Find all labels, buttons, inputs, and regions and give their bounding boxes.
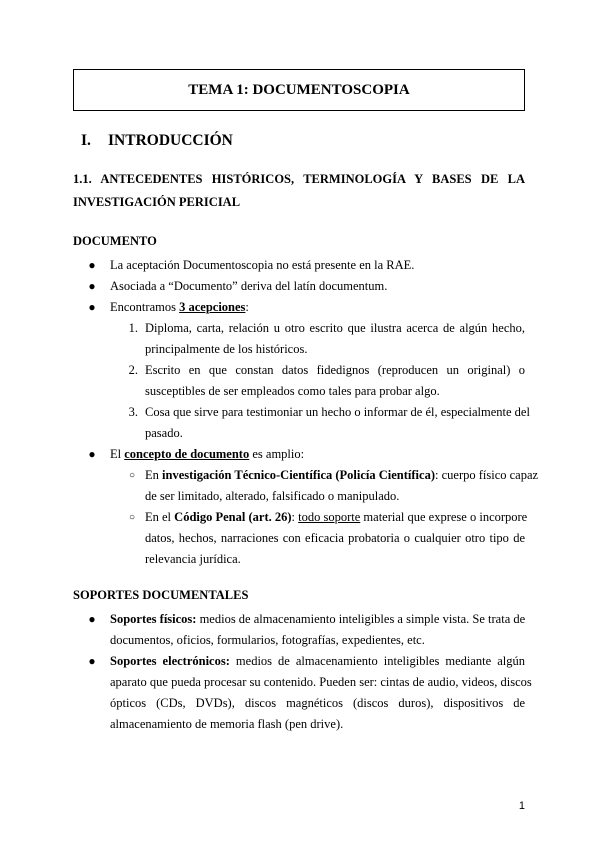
soportes-electronicos-line-2: aparato que pueda procesar su contenido. Pueden ser: cintas de audio, videos, discos xyxy=(110,675,532,689)
documento-bullet-1: La aceptación Documentoscopia no está presente en la RAE. xyxy=(110,258,415,272)
soportes-electronicos-line-3: ópticos (CDs, DVDs), discos magnéticos (discos duros), dispositivos de xyxy=(110,696,525,710)
concepto-sub-2-line-2: datos, hechos, narraciones con eficacia probatoria o cualquier otro tipo de xyxy=(145,531,525,545)
document-title-box xyxy=(73,69,525,111)
documento-bullet-3: Encontramos 3 acepciones: xyxy=(110,300,249,314)
documento-bullet-2: Asociada a “Documento” deriva del latín documentum. xyxy=(110,279,388,293)
chapter-title: INTRODUCCIÓN xyxy=(108,132,233,149)
soportes-electronicos-line-4: almacenamiento de memoria flash (pen drive). xyxy=(110,717,344,731)
acepcion-1-line-1: Diploma, carta, relación u otro escrito que ilustra acerca de algún hecho, xyxy=(145,321,525,335)
bullet-icon: ● xyxy=(88,612,96,626)
bullet-icon: ● xyxy=(88,258,96,272)
acepcion-2-line-2: susceptibles de ser empleados como tales para probar algo. xyxy=(145,384,440,398)
bullet-icon: ● xyxy=(88,654,96,668)
concepto-sub-1-line-2: de ser limitado, alterado, falsificado o manipulado. xyxy=(145,489,400,503)
acepcion-number: 1. xyxy=(128,321,138,335)
acepciones-link-text: 3 acepciones xyxy=(179,300,246,314)
documento-heading: DOCUMENTO xyxy=(73,234,157,248)
soportes-heading: SOPORTES DOCUMENTALES xyxy=(73,588,249,602)
bullet-icon: ● xyxy=(88,300,96,314)
acepcion-number: 3. xyxy=(128,405,138,419)
chapter-number: I. xyxy=(81,132,91,149)
concepto-sub-1-line-1: En investigación Técnico-Científica (Policía Científica): cuerpo físico capaz xyxy=(145,468,539,482)
circle-bullet-icon: ○ xyxy=(128,512,136,523)
document-title: TEMA 1: DOCUMENTOSCOPIA xyxy=(188,81,410,98)
soportes-electronicos-line-1: Soportes electrónicos: medios de almacenamiento inteligibles mediante algún xyxy=(110,654,525,668)
acepcion-1-line-2: principalmente de los históricos. xyxy=(145,342,308,356)
acepcion-3-line-1: Cosa que sirve para testimoniar un hecho o informar de él, especialmente del xyxy=(145,405,530,419)
circle-bullet-icon: ○ xyxy=(128,470,136,481)
documento-bullet-4: El concepto de documento es amplio: xyxy=(110,447,305,461)
acepcion-2-line-1: Escrito en que constan datos fidedignos (reproducen un original) o xyxy=(145,363,525,377)
bullet-icon: ● xyxy=(88,279,96,293)
acepcion-number: 2. xyxy=(128,363,138,377)
acepcion-3-line-2: pasado. xyxy=(145,426,183,440)
soportes-fisicos-line-1: Soportes físicos: medios de almacenamiento inteligibles a simple vista. Se trata de xyxy=(110,612,526,626)
page-number: 1 xyxy=(518,800,525,812)
concepto-sub-2-line-1: En el Código Penal (art. 26): todo soporte material que exprese o incorpore xyxy=(145,510,528,524)
concepto-sub-2-line-3: relevancia jurídica. xyxy=(145,552,241,566)
subsection-line-2: INVESTIGACIÓN PERICIAL xyxy=(73,195,241,209)
soportes-fisicos-line-2: documentos, oficios, formularios, fotografías, expedientes, etc. xyxy=(110,633,425,647)
concepto-documento-text: concepto de documento xyxy=(124,447,250,461)
subsection-heading xyxy=(73,168,525,214)
chapter-heading xyxy=(81,132,233,150)
subsection-line-1: 1.1. ANTECEDENTES HISTÓRICOS, TERMINOLOGÍA Y BASES DE LA xyxy=(73,172,525,186)
bullet-icon: ● xyxy=(88,447,96,461)
